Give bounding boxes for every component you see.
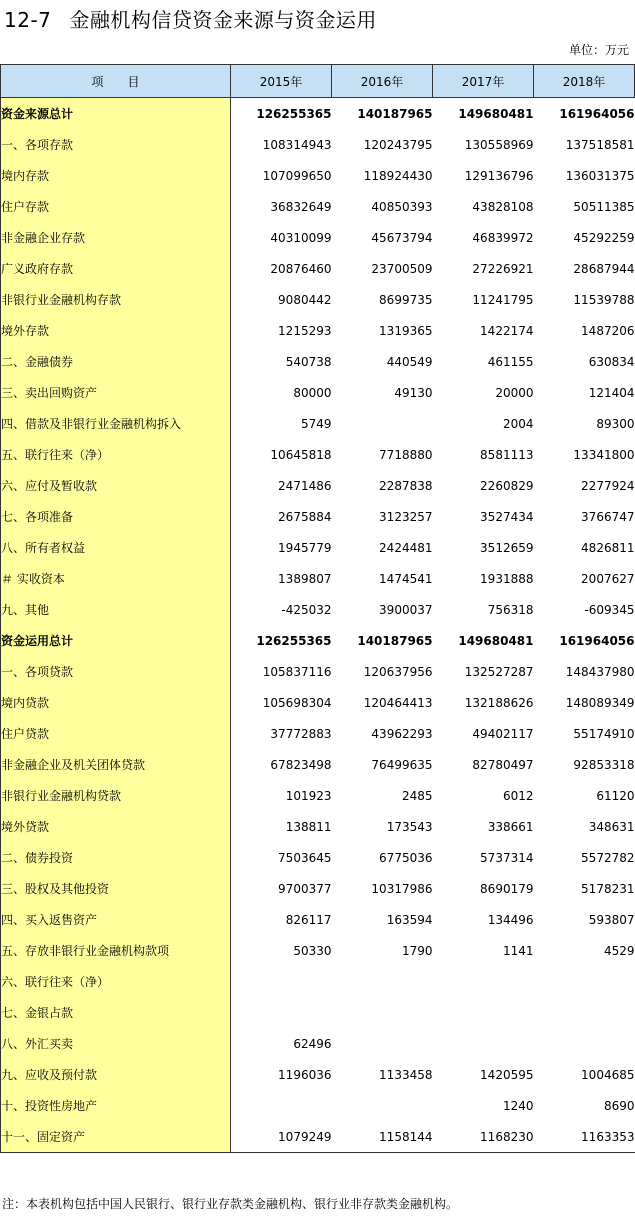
- table-row: [1, 98, 635, 130]
- cell-value: 1141: [502, 943, 534, 958]
- cell-value: 1420595: [480, 1067, 534, 1082]
- cell-value: 3512659: [480, 540, 534, 555]
- cell-value: 40850393: [371, 199, 433, 214]
- row-label: 住户贷款: [1, 718, 231, 749]
- row-label: 三、卖出回购资产: [1, 377, 231, 408]
- cell-value: 1389807: [278, 571, 332, 586]
- cell-value: 105698304: [262, 695, 332, 710]
- cell-value: 45673794: [371, 230, 433, 245]
- table-row: [1, 408, 635, 439]
- cell-value: 161964056: [559, 633, 635, 648]
- header-year-2018: 2018年: [534, 65, 635, 98]
- cell-value: 9700377: [278, 881, 332, 896]
- cell-value: 2277924: [581, 478, 635, 493]
- table-body: [1, 98, 635, 1153]
- cell-value: 8581113: [480, 447, 534, 462]
- table-row: [1, 377, 635, 408]
- cell-value: 4529: [603, 943, 635, 958]
- table-row: [1, 439, 635, 470]
- cell-value: 11539788: [573, 292, 635, 307]
- cell-value: [332, 997, 433, 1028]
- cell-value: 105837116: [262, 664, 332, 679]
- table-row: [1, 470, 635, 501]
- table-row: [1, 749, 635, 780]
- cell-value: 1133458: [379, 1067, 433, 1082]
- cell-value: 37772883: [270, 726, 332, 741]
- table-row: [1, 532, 635, 563]
- cell-value: 10645818: [270, 447, 332, 462]
- table-row: [1, 222, 635, 253]
- cell-value: 338661: [487, 819, 534, 834]
- table-row: [1, 346, 635, 377]
- row-label: 非金融企业存款: [1, 222, 231, 253]
- row-label: 二、金融债券: [1, 346, 231, 377]
- footnote: 注：本表机构包括中国人民银行、银行业存款类金融机构、银行业非存款类金融机构。: [2, 1197, 459, 1211]
- table-row: [1, 191, 635, 222]
- table-row: [1, 315, 635, 346]
- table-row: [1, 501, 635, 532]
- table-row: [1, 129, 635, 160]
- cell-value: 149680481: [458, 633, 534, 648]
- cell-value: [534, 1028, 635, 1059]
- page-title: [4, 4, 377, 33]
- cell-value: 120243795: [363, 137, 433, 152]
- cell-value: -425032: [281, 602, 332, 617]
- table-row: [1, 780, 635, 811]
- row-label: 八、所有者权益: [1, 532, 231, 563]
- table-number: 12-7: [4, 8, 52, 32]
- table-row: [1, 1121, 635, 1153]
- cell-value: 2260829: [480, 478, 534, 493]
- cell-value: [332, 1028, 433, 1059]
- cell-value: 163594: [386, 912, 433, 927]
- cell-value: 1168230: [433, 1121, 534, 1153]
- cell-value: 2007627: [581, 571, 635, 586]
- cell-value: 2004: [502, 416, 534, 431]
- row-label: 一、各项贷款: [1, 656, 231, 687]
- row-label: 九、其他: [1, 594, 231, 625]
- table-row: [1, 842, 635, 873]
- row-label: 十一、固定资产: [1, 1121, 231, 1153]
- cell-value: 148437980: [565, 664, 635, 679]
- row-label: 境内贷款: [1, 687, 231, 718]
- cell-value: 36832649: [270, 199, 332, 214]
- cell-value: 120637956: [363, 664, 433, 679]
- cell-value: 20876460: [270, 261, 332, 276]
- cell-value: 1004685: [581, 1067, 635, 1082]
- cell-value: 348631: [588, 819, 635, 834]
- row-label: 住户存款: [1, 191, 231, 222]
- cell-value: 43828108: [472, 199, 534, 214]
- table-row: [1, 656, 635, 687]
- cell-value: 1196036: [278, 1067, 332, 1082]
- row-label: 境外存款: [1, 315, 231, 346]
- cell-value: 1487206: [581, 323, 635, 338]
- table-row: [1, 997, 635, 1028]
- row-label: 二、债券投资: [1, 842, 231, 873]
- row-label: 境外贷款: [1, 811, 231, 842]
- cell-value: [332, 1090, 433, 1121]
- cell-value: 92853318: [573, 757, 635, 772]
- cell-value: [231, 966, 332, 997]
- table-row: [1, 873, 635, 904]
- cell-value: 1215293: [278, 323, 332, 338]
- cell-value: 2287838: [379, 478, 433, 493]
- cell-value: 3123257: [379, 509, 433, 524]
- cell-value: 5178231: [581, 881, 635, 896]
- row-label: 境内存款: [1, 160, 231, 191]
- cell-value: 132188626: [464, 695, 534, 710]
- row-label: 九、应收及预付款: [1, 1059, 231, 1090]
- cell-value: 756318: [487, 602, 534, 617]
- cell-value: 108314943: [262, 137, 332, 152]
- cell-value: [332, 966, 433, 997]
- row-label: 非银行业金融机构贷款: [1, 780, 231, 811]
- cell-value: 1474541: [379, 571, 433, 586]
- cell-value: 149680481: [458, 106, 534, 121]
- cell-value: 161964056: [559, 106, 635, 121]
- cell-value: 8690179: [480, 881, 534, 896]
- cell-value: 7718880: [379, 447, 433, 462]
- table-title: 金融机构信贷资金来源与资金运用: [69, 8, 377, 32]
- cell-value: 540738: [285, 354, 332, 369]
- table-row: [1, 966, 635, 997]
- row-label: 资金运用总计: [1, 625, 231, 656]
- cell-value: 55174910: [573, 726, 635, 741]
- table-row: [1, 284, 635, 315]
- cell-value: 10317986: [371, 881, 433, 896]
- header-year-2016: 2016年: [332, 65, 433, 98]
- cell-value: 6012: [502, 788, 534, 803]
- cell-value: 132527287: [464, 664, 534, 679]
- cell-value: 134496: [487, 912, 534, 927]
- cell-value: 8690: [603, 1098, 635, 1113]
- table-row: [1, 594, 635, 625]
- cell-value: 3900037: [379, 602, 433, 617]
- table-row: [1, 904, 635, 935]
- row-label: 四、买入返售资产: [1, 904, 231, 935]
- row-label: 广义政府存款: [1, 253, 231, 284]
- cell-value: 129136796: [464, 168, 534, 183]
- header-item: 项 目: [1, 65, 231, 98]
- cell-value: 126255365: [256, 633, 332, 648]
- cell-value: 27226921: [472, 261, 534, 276]
- cell-value: 630834: [588, 354, 635, 369]
- cell-value: [534, 997, 635, 1028]
- cell-value: 593807: [588, 912, 635, 927]
- table-row: [1, 160, 635, 191]
- cell-value: 89300: [596, 416, 635, 431]
- cell-value: 1319365: [379, 323, 433, 338]
- header-year-2017: 2017年: [433, 65, 534, 98]
- cell-value: 50511385: [573, 199, 635, 214]
- table-row: [1, 1059, 635, 1090]
- row-label: 七、金银占款: [1, 997, 231, 1028]
- cell-value: 1945779: [278, 540, 332, 555]
- cell-value: 138811: [285, 819, 332, 834]
- cell-value: 4826811: [581, 540, 635, 555]
- cell-value: 107099650: [262, 168, 332, 183]
- table-row: [1, 935, 635, 966]
- cell-value: 3527434: [480, 509, 534, 524]
- cell-value: 23700509: [371, 261, 433, 276]
- cell-value: 7503645: [278, 850, 332, 865]
- table-row: [1, 1028, 635, 1059]
- row-label: 非金融企业及机关团体贷款: [1, 749, 231, 780]
- cell-value: 6775036: [379, 850, 433, 865]
- row-label: 资金来源总计: [1, 98, 231, 130]
- cell-value: 40310099: [270, 230, 332, 245]
- cell-value: 3766747: [581, 509, 635, 524]
- cell-value: [231, 997, 332, 1028]
- cell-value: 1931888: [480, 571, 534, 586]
- cell-value: 5572782: [581, 850, 635, 865]
- cell-value: 46839972: [472, 230, 534, 245]
- cell-value: 5737314: [480, 850, 534, 865]
- row-label: 八、外汇买卖: [1, 1028, 231, 1059]
- cell-value: 2675884: [278, 509, 332, 524]
- header-year-2015: 2015年: [231, 65, 332, 98]
- table-row: [1, 718, 635, 749]
- cell-value: 9080442: [278, 292, 332, 307]
- table-row: [1, 811, 635, 842]
- cell-value: 118924430: [363, 168, 433, 183]
- cell-value: 62496: [293, 1036, 332, 1051]
- row-label: 十、投资性房地产: [1, 1090, 231, 1121]
- cell-value: 13341800: [573, 447, 635, 462]
- table-row: [1, 253, 635, 284]
- cell-value: 76499635: [371, 757, 433, 772]
- cell-value: 136031375: [565, 168, 635, 183]
- cell-value: 1422174: [480, 323, 534, 338]
- row-label: 六、应付及暂收款: [1, 470, 231, 501]
- cell-value: 130558969: [464, 137, 534, 152]
- cell-value: 49130: [394, 385, 433, 400]
- cell-value: 2471486: [278, 478, 332, 493]
- cell-value: 101923: [285, 788, 332, 803]
- cell-value: 1163353: [534, 1121, 635, 1153]
- cell-value: [534, 966, 635, 997]
- cell-value: 140187965: [357, 106, 433, 121]
- cell-value: 8699735: [379, 292, 433, 307]
- cell-value: 43962293: [371, 726, 433, 741]
- row-label: ＃ 实收资本: [1, 563, 231, 594]
- cell-value: 440549: [386, 354, 433, 369]
- cell-value: 826117: [285, 912, 332, 927]
- row-label: 一、各项存款: [1, 129, 231, 160]
- cell-value: 82780497: [472, 757, 534, 772]
- cell-value: 173543: [386, 819, 433, 834]
- cell-value: 148089349: [565, 695, 635, 710]
- cell-value: 137518581: [565, 137, 635, 152]
- cell-value: 461155: [487, 354, 534, 369]
- cell-value: 11241795: [472, 292, 534, 307]
- cell-value: 80000: [293, 385, 332, 400]
- table-row: [1, 625, 635, 656]
- cell-value: [231, 1090, 332, 1121]
- cell-value: 140187965: [357, 633, 433, 648]
- cell-value: 121404: [588, 385, 635, 400]
- cell-value: 67823498: [270, 757, 332, 772]
- cell-value: 61120: [596, 788, 635, 803]
- cell-value: 2485: [401, 788, 433, 803]
- cell-value: 120464413: [363, 695, 433, 710]
- cell-value: [433, 997, 534, 1028]
- unit-label: 单位：万元: [568, 43, 629, 57]
- table-row: [1, 563, 635, 594]
- cell-value: 28687944: [573, 261, 635, 276]
- table-row: [1, 1090, 635, 1121]
- cell-value: [433, 966, 534, 997]
- table-row: [1, 687, 635, 718]
- row-label: 三、股权及其他投资: [1, 873, 231, 904]
- data-table: [0, 64, 635, 1153]
- cell-value: 1240: [502, 1098, 534, 1113]
- cell-value: 126255365: [256, 106, 332, 121]
- cell-value: 45292259: [573, 230, 635, 245]
- row-label: 四、借款及非银行业金融机构拆入: [1, 408, 231, 439]
- cell-value: 50330: [293, 943, 332, 958]
- table-header-row: [1, 65, 635, 98]
- cell-value: 2424481: [379, 540, 433, 555]
- row-label: 五、存放非银行业金融机构款项: [1, 935, 231, 966]
- cell-value: 1790: [401, 943, 433, 958]
- cell-value: -609345: [584, 602, 635, 617]
- row-label: 七、各项准备: [1, 501, 231, 532]
- cell-value: 1079249: [231, 1121, 332, 1153]
- cell-value: 20000: [495, 385, 534, 400]
- row-label: 六、联行往来（净）: [1, 966, 231, 997]
- cell-value: 5749: [300, 416, 332, 431]
- row-label: 五、联行往来（净）: [1, 439, 231, 470]
- cell-value: 1158144: [332, 1121, 433, 1153]
- cell-value: 49402117: [472, 726, 534, 741]
- cell-value: [433, 1028, 534, 1059]
- cell-value: [332, 408, 433, 439]
- row-label: 非银行业金融机构存款: [1, 284, 231, 315]
